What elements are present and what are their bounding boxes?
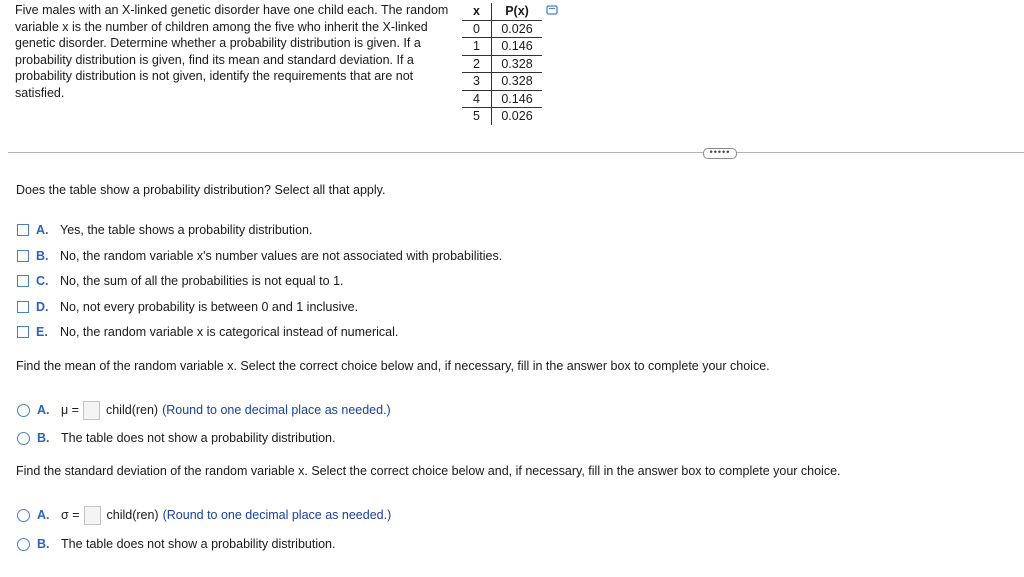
expand-more-button[interactable]: ••••• [703,148,737,159]
cell-x: 1 [462,38,492,56]
mean-answer-input[interactable] [83,401,100,420]
rounding-hint: (Round to one decimal place as needed.) [162,508,392,522]
option-letter: E. [36,325,48,339]
q2-option-b[interactable] [17,430,335,446]
option-letter: A. [37,403,50,417]
option-letter: B. [37,537,50,551]
cell-px: 0.146 [492,38,543,56]
q1-option-d[interactable] [17,299,358,315]
radio-button[interactable] [17,509,30,522]
sigma-symbol: σ = [61,508,80,522]
cell-x: 4 [462,90,492,108]
q1-option-c[interactable] [17,273,344,289]
checkbox[interactable] [17,224,29,236]
cell-px: 0.328 [492,73,543,91]
option-text: No, the random variable x's number values are not associated with probabilities. [60,249,503,263]
q3-option-a[interactable] [17,505,391,525]
cell-px: 0.146 [492,90,543,108]
q2-option-a[interactable] [17,400,391,420]
rounding-hint: (Round to one decimal place as needed.) [162,403,391,417]
option-letter: B. [36,249,49,263]
option-text: The table does not show a probability distribution. [61,537,336,551]
std-dev-answer-input[interactable] [84,506,101,525]
table-row [462,108,542,125]
option-text: No, not every probability is between 0 and 1 inclusive. [60,300,359,314]
unit-label: child(ren) [106,508,159,522]
radio-button[interactable] [17,432,30,445]
q3-prompt: Find the standard deviation of the random variable x. Select the correct choice below and, if necessary, fill in the answer box to complete your choice. [16,464,841,478]
cell-px: 0.328 [492,55,543,73]
checkbox[interactable] [17,301,29,313]
table-row [462,90,542,108]
checkbox[interactable] [17,326,29,338]
option-letter: B. [37,431,50,445]
cell-x: 5 [462,108,492,125]
unit-label: child(ren) [105,403,159,417]
cell-x: 0 [462,20,492,38]
q2-prompt: Find the mean of the random variable x. Select the correct choice below and, if necessary, fill in the answer box to complete your choice. [16,359,770,373]
radio-button[interactable] [17,404,30,417]
problem-statement: Five males with an X-linked genetic disorder have one child each. The random variable x is the number of children among the five who inherit the X-linked genetic disorder. Determine whether a probability distribution is given. If a probability distribution is given, find its mean and standard deviation. If a probability distribution is not given, identify the requirements that are not satisfied. [15,3,449,100]
checkbox[interactable] [17,250,29,262]
mu-symbol: μ = [61,403,79,417]
cell-x: 2 [462,55,492,73]
option-letter: D. [36,300,49,314]
option-text: No, the sum of all the probabilities is not equal to 1. [60,274,344,288]
probability-table [462,3,542,125]
section-divider [8,152,1024,153]
q1-prompt: Does the table show a probability distribution? Select all that apply. [16,183,386,197]
option-text: No, the random variable x is categorical instead of numerical. [60,325,399,339]
table-row [462,38,542,56]
table-row [462,20,542,38]
cell-x: 3 [462,73,492,91]
option-text: The table does not show a probability distribution. [61,431,336,445]
option-letter: A. [37,508,50,522]
option-letter: A. [36,223,49,237]
cell-px: 0.026 [501,109,533,123]
q1-option-b[interactable] [17,248,502,264]
option-text: Yes, the table shows a probability distribution. [60,223,313,237]
q3-option-b[interactable] [17,536,335,552]
option-letter: C. [36,274,49,288]
table-row [462,73,542,91]
q1-option-a[interactable] [17,222,312,238]
cell-px: 0.026 [492,20,543,38]
checkbox[interactable] [17,275,29,287]
q1-option-e[interactable] [17,324,398,340]
header-px: P(x) [492,3,543,20]
table-row [462,55,542,73]
header-x: x [462,3,492,20]
expand-table-icon[interactable] [546,5,558,15]
radio-button[interactable] [17,538,30,551]
